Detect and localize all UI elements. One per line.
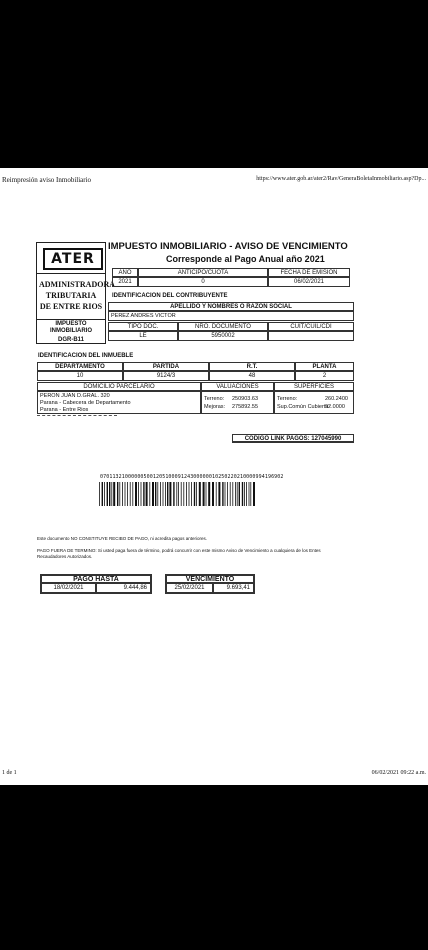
barcode-bar <box>104 482 105 506</box>
barcode-bar <box>181 482 182 506</box>
note-late-payment: PAGO FUERA DE TERMINO: Si usted paga fuera de término, podrá concurrir con este mismo Aviso de Vencimiento a cualquiera de los Entes <box>37 548 321 553</box>
pago-hasta-amount: 9.444,86 <box>96 583 152 594</box>
ater-logo-box <box>36 242 116 344</box>
barcode-bar <box>218 482 220 506</box>
barcode-bar <box>111 482 112 506</box>
barcode-bar <box>199 482 201 506</box>
document-title: IMPUESTO INMOBILIARIO - AVISO DE VENCIMIENTO <box>108 241 348 252</box>
planta-value: 2 <box>295 371 354 381</box>
domicilio-line-1: PERON JUAN D.GRAL. 320 <box>40 393 110 399</box>
barcode-bar <box>107 482 108 506</box>
barcode-bar <box>157 482 158 506</box>
vencimiento-date: 25/02/2021 <box>165 583 213 594</box>
taxpayer-section-title: IDENTIFICACION DEL CONTRIBUYENTE <box>112 293 228 299</box>
barcode-number: 07011321000000500120510009124300000010250220210000994196902 <box>100 474 284 480</box>
barcode-bar <box>143 482 144 506</box>
barcode-bar <box>235 482 236 506</box>
barcode-bar <box>186 482 187 506</box>
doc-number-value: 5950002 <box>178 331 268 341</box>
vencimiento-label: VENCIMIENTO <box>165 574 255 583</box>
installment-label: ANTICIPO/CUOTA <box>138 268 268 277</box>
tax-type-label: IMPUESTO INMOBILIARIO <box>50 321 92 334</box>
rt-value: 48 <box>209 371 295 381</box>
barcode-bar <box>253 482 255 506</box>
link-pagos-code: CODIGO LINK PAGOS: 127045990 <box>232 434 354 443</box>
barcode-bar <box>155 482 156 506</box>
barcode-bar <box>183 482 184 506</box>
pago-hasta-label: PAGO HASTA <box>40 574 152 583</box>
barcode-bar <box>109 482 110 506</box>
barcode-bar <box>230 482 231 506</box>
superficies-box: Terreno: 260.2400 Sup.Común Cubierta: 92.0000 <box>274 391 354 414</box>
taxpayer-name-label: APELLIDO Y NOMBRES O RAZON SOCIAL <box>108 302 354 311</box>
note-late-payment-cont: Recaudadores Autorizados. <box>37 554 93 559</box>
planta-label: PLANTA <box>295 362 354 371</box>
barcode-bar <box>163 482 164 506</box>
barcode-bar <box>117 482 118 506</box>
ater-logo: ATER <box>43 248 103 270</box>
doc-type-label: TIPO DOC. <box>108 322 178 331</box>
barcode-bar <box>119 482 120 506</box>
barcode-bar <box>167 482 168 506</box>
barcode-bar <box>249 482 250 506</box>
doc-number-label: NRO. DOCUMENTO <box>178 322 268 331</box>
partida-value: 9124/3 <box>123 371 209 381</box>
doc-type-value: LE <box>108 331 178 341</box>
barcode-bar <box>237 482 238 506</box>
form-code: DGR-B11 <box>57 337 84 343</box>
barcode-bar <box>232 482 233 506</box>
vencimiento-amount: 9.693,41 <box>213 583 255 594</box>
barcode-bar <box>178 482 179 506</box>
scanned-document <box>0 168 428 785</box>
domicilio-line-2: Parana - Cabecera de Departamento <box>40 400 131 406</box>
barcode-bar <box>141 482 142 506</box>
barcode-bar <box>239 482 240 506</box>
barcode-bar <box>176 482 177 506</box>
cuit-label: CUIT/CUIL/CDI <box>268 322 354 331</box>
barcode-bar <box>225 482 226 506</box>
barcode-bar <box>135 482 137 506</box>
property-section-title: IDENTIFICACION DEL INMUEBLE <box>38 353 134 359</box>
valuacion-mejoras: 275892.55 <box>232 404 258 410</box>
valuacion-terreno: 250903.63 <box>232 396 258 402</box>
barcode-bar <box>173 482 174 506</box>
barcode-bar <box>122 482 123 506</box>
barcode-bar <box>227 482 228 506</box>
barcode-bar <box>113 482 115 506</box>
partida-label: PARTIDA <box>123 362 209 371</box>
print-footer-datetime: 06/02/2021 09:22 a.m. <box>371 770 426 776</box>
issue-date-value: 06/02/2021 <box>268 277 350 287</box>
dept-value: 10 <box>37 371 123 381</box>
barcode-bar <box>165 482 166 506</box>
barcode-bar <box>102 482 103 506</box>
barcode-bar <box>203 482 205 506</box>
document-subtitle: Corresponde al Pago Anual año 2021 <box>166 254 325 264</box>
valuaciones-label: VALUACIONES <box>201 382 274 391</box>
barcode-bar <box>216 482 217 506</box>
note-not-receipt: Este documento NO CONSTITUYE RECIBO DE PAGO, ni acredita pagos anteriores. <box>37 536 207 541</box>
barcode-bar <box>208 482 210 506</box>
print-header-url: https://www.ater.gob.ar/ater2/Rav/GeneraBoletaInmobiliario.asp?Dp... <box>256 176 426 182</box>
cuit-value <box>268 331 354 341</box>
barcode-bar <box>242 482 243 506</box>
barcode <box>98 482 326 506</box>
barcode-bar <box>206 482 207 506</box>
domicilio-box <box>37 391 201 414</box>
barcode-bar <box>194 482 195 506</box>
org-name: ADMINISTRADORA TRIBUTARIA DE ENTRE RIOS <box>39 280 116 311</box>
dept-label: DEPARTAMENTO <box>37 362 123 371</box>
year-value: 2021 <box>112 277 138 287</box>
barcode-bar <box>138 482 139 506</box>
barcode-bar <box>127 482 128 506</box>
barcode-bar <box>125 482 126 506</box>
print-footer-page: 1 de 1 <box>2 770 17 776</box>
barcode-bar <box>160 482 161 506</box>
issue-date-label: FECHA DE EMISION <box>268 268 350 277</box>
barcode-bar <box>169 482 171 506</box>
print-header-title: Reimpresión aviso Inmobiliario <box>2 176 92 184</box>
barcode-bar <box>191 482 192 506</box>
superficie-cubierta: 92.0000 <box>325 404 345 410</box>
barcode-bar <box>149 482 150 506</box>
domicilio-label: DOMICILIO PARCELARIO <box>37 382 201 391</box>
domicilio-line-3: Parana - Entre Rios <box>40 407 89 413</box>
barcode-bar <box>196 482 197 506</box>
superficies-label: SUPERFICIES <box>274 382 354 391</box>
barcode-bar <box>146 482 148 506</box>
barcode-bar <box>189 482 190 506</box>
barcode-bar <box>152 482 154 506</box>
valuaciones-box: Terreno: 250903.63 Mejoras: 275892.55 <box>201 391 274 414</box>
barcode-bar <box>246 482 247 506</box>
pago-hasta-date: 18/02/2021 <box>40 583 96 594</box>
year-label: AÑO <box>112 268 138 277</box>
barcode-bar <box>244 482 245 506</box>
superficie-terreno: 260.2400 <box>325 396 348 402</box>
taxpayer-name: PEREZ ANDRES VICTOR <box>108 311 354 321</box>
installment-value: 0 <box>138 277 268 287</box>
barcode-bar <box>250 482 251 506</box>
barcode-bar <box>212 482 214 506</box>
rt-label: R.T. <box>209 362 295 371</box>
barcode-bar <box>132 482 133 506</box>
barcode-bar <box>222 482 223 506</box>
barcode-bar <box>130 482 131 506</box>
barcode-bar <box>99 482 100 506</box>
